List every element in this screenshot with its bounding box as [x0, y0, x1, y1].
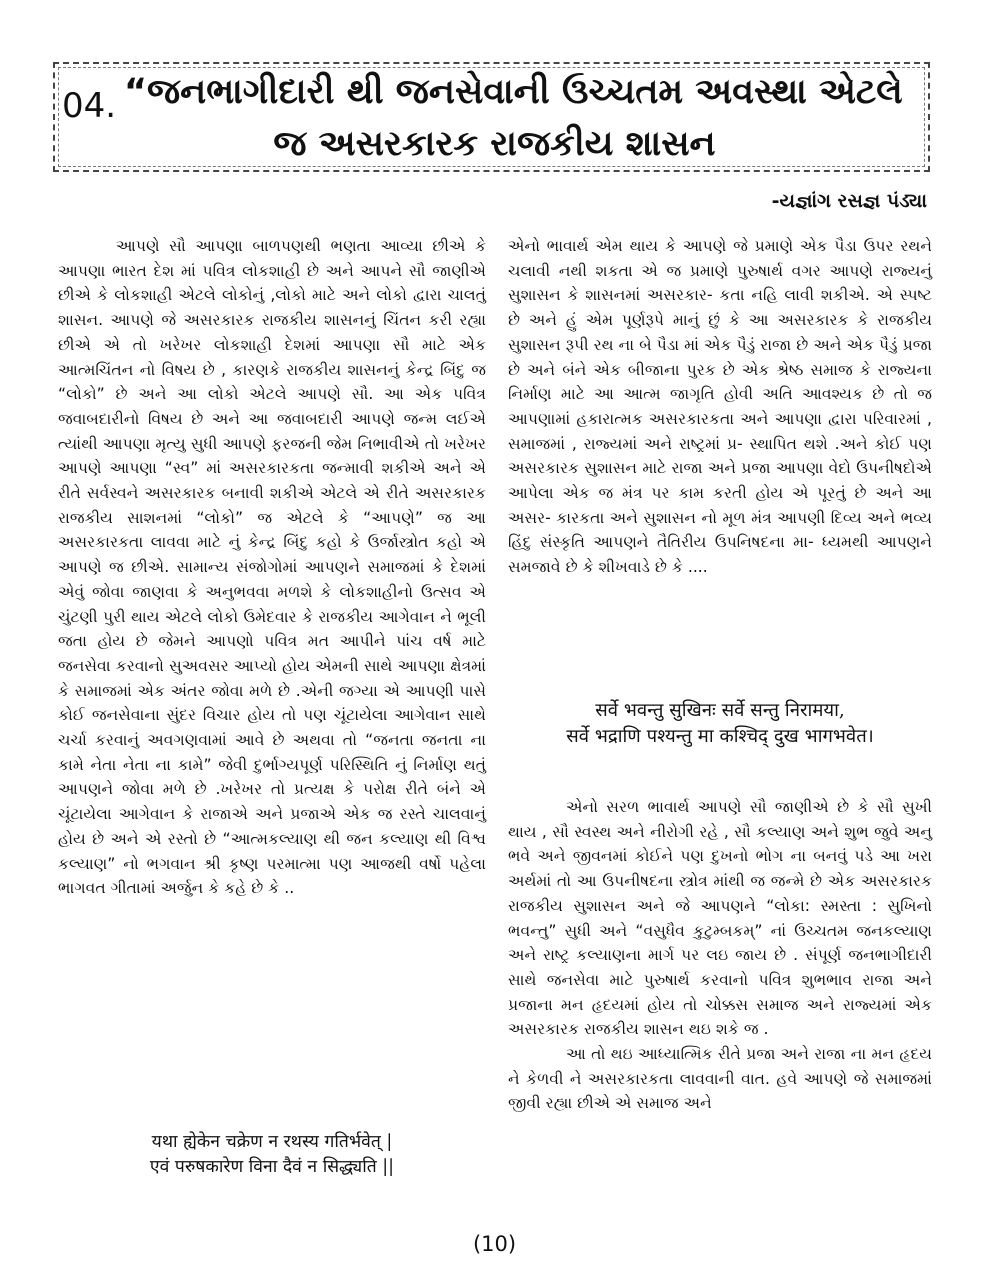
left-verse-line-2: एवं परुषकारेण विना दैवं न सिद्ध्यति || — [149, 1157, 395, 1177]
left-verse-line-1: यथा ह्येकेन चक्रेण न रथस्य गतिर्भवेत् | — [151, 1132, 393, 1152]
article-number: 04. — [62, 86, 117, 126]
left-column — [58, 234, 486, 901]
right-paragraph-1: એનો ભાવાર્થ એમ થાય કે આપણે જે પ્રમાણે એક પૈડા ઉપર રથને ચલાવી નથી શકતા એ જ પ્રમાણે પુરુષાર્થ વગર આપણે રાજ્યનું સુશાસન કે શાસનમાં અસરકાર- કતા નહિ લાવી શકીએ. એ સ્પષ્ટ છે અને હું એમ પૂર્ણરૂપે માનું છું કે આ અસરકારક કે રાજકીય સુશાસન રૂપી રથ ના બે પૈડા માં એક પૈડું રાજા છે અને એક પૈડું પ્રજા છે અને બંને એક બીજાના પુરક છે એક શ્રેષ્ઠ સમાજ કે રાજ્યના નિર્માણ માટે આ આત્મ જાગૃતિ હોવી અતિ આવશ્યક છે તો જ આપણામાં હકારાત્મક અસરકારકતા અને આપણા દ્વારા પરિવારમાં , સમાજમાં , રાજ્યમાં અને રાષ્ટ્રમાં પ્ર- સ્થાપિત થશે .અને કોઈ પણ અસરકારક સુશાસન માટે રાજા અને પ્રજા આપણા વેદો ઉપનીષદોએ આપેલા એક જ મંત્ર પર કામ કરતી હોય એ પૂરતું છે અને આ અસર- કારકતા અને સુશાસન નો મૂળ મંત્ર આપણી દિવ્ય અને ભવ્ય હિંદુ સંસ્કૃતિ આપણને તૈતિરીય ઉપનિષદના મા- ધ્યમથી આપણને સમજાવે છે કે શીખવાડે છે કે .... — [508, 237, 932, 577]
author-byline: -યજ્ઞાંગ રસજ્ઞ પંડ્યા — [771, 190, 927, 212]
right-paragraph-3: આ તો થઇ આધ્યાત્મિક રીતે પ્રજા અને રાજા ના મન હૃદય ને કેળવી ને અસરકારકતા લાવવાની વાત. હવે આપણે જે સમાજમાં જીવી રહ્યા છીએ એ સમાજ અને — [508, 1045, 932, 1113]
left-paragraph-1: આપણે સૌ આપણા બાળપણથી ભણતા આવ્યા છીએ કે આપણા ભારત દેશ માં પવિત્ર લોકશાહી છે અને આપને સૌ જાણીએ છીએ કે લોકશાહી એટલે લોકોનું ,લોકો માટે અને લોકો દ્વારા ચાલતું શાસન. આપણે જે અસરકારક રાજકીય શાસનનું ચિંતન કરી રહ્યા છીએ એ તો ખરેખર લોકશાહી દેશમાં આપણા સૌ માટે એક આત્મચિંતન નો વિષય છે , કારણકે રાજકીય શાસનનું કેન્દ્ર બિંદુ જ “લોકો” છે અને આ લોકો એટલે આપણે સૌ. આ એક પવિત્ર જવાબદારીનો વિષય છે અને આ જવાબદારી આપણે જન્મ લઈએ ત્યાંથી આપણા મૃત્યુ સુધી આપણે ફરજની જેમ નિભાવીએ તો ખરેખર આપણે આપણા “સ્વ” માં અસરકારકતા જન્માવી શકીએ અને એ રીતે સર્વસ્વને અસરકારક બનાવી શકીએ એટલે એ રીતે અસરકારક રાજકીય સાશનમાં “લોકો” જ એટલે કે “આપણે” જ આ અસરકારકતા લાવવા માટે નું કેન્દ્ર બિંદુ કહો કે ઉર્જાસ્ત્રોત કહો એ આપણે જ છીએ. સામાન્ય સંજોગોમાં આપણને સમાજમાં કે દેશમાં એવું જોવા જાણવા કે અનુભવવા મળશે કે લોકશાહીનો ઉત્સવ એ ચુંટણી પુરી થાય એટલે લોકો ઉમેદવાર કે રાજકીય આગેવાન ને ભૂલી જતા હોય છે જેમને આપણો પવિત્ર મત આપીને પાંચ વર્ષ માટે જનસેવા કરવાનો સુઅવસર આપ્યો હોય એમની સાથે આપણા ક્ષેત્રમાં કે સમાજમાં એક અંતર જોવા મળે છે .એની જગ્યા એ આપણી પાસે કોઈ જનસેવાના સુંદર વિચાર હોય તો પણ ચૂંટાયેલા આગેવાન સાથે ચર્ચા કરવાનું અવગણવામાં આવે છે અથવા તો “જનતા જનતા ના કામે નેતા નેતા ના કામે” જેવી દુર્ભાગ્યપૂર્ણ પરિસ્થિતિ નું નિર્માણ થતું આપણને જોવા મળે છે .ખરેખર તો પ્રત્યક્ષ કે પરોક્ષ રીતે બંને એ ચૂંટાયેલા આગેવાન કે રાજાએ અને પ્રજાએ એક જ રસ્તે ચાલવાનું હોય છે અને એ રસ્તો છે “આત્મકલ્યાણ થી જન કલ્યાણ થી વિશ્વ કલ્યાણ” નો ભગવાન શ્રી કૃષ્ણ પરમાત્મા પણ આજથી વર્ષો પહેલા ભાગવત ગીતામાં અર્જુન કે કહે છે કે .. — [58, 237, 486, 898]
right-verse — [508, 698, 932, 750]
right-column-top — [508, 234, 932, 580]
left-verse — [58, 1130, 486, 1180]
article-title-line2: જ અસરકારક રાજકીય શાસન — [273, 124, 716, 164]
right-column-bottom — [508, 795, 932, 1116]
right-verse-line-2: सर्वे भद्राणि पश्यन्तु मा कश्चिद् दुख भागभवेत। — [566, 726, 874, 747]
page-number: (10) — [472, 1232, 517, 1256]
article-title-line1: “જનભાગીદારી થી જનસેવાની ઉચ્ચતમ અવસ્થા એટલે — [124, 72, 903, 112]
right-paragraph-2: એનો સરળ ભાવાર્થ આપણે સૌ જાણીએ છે કે સૌ સુખી થાય , સૌ સ્વસ્થ અને નીરોગી રહે , સૌ કલ્યાણ અને શુભ જુવે અનુ ભવે અને જીવનમાં કોઈને પણ દુખનો ભોગ ના બનવું પડે આ ખરા અર્થમાં તો આ ઉપનીષદના સ્ત્રોત્ર માંથી જ જન્મે છે એક અસરકારક રાજકીય સુશાસન અને જે આપણને “લોકા: સ્મસ્તા : સુખિનો ભવન્તુ” સુધી અને “વસુધૈવ કુટુમ્બકમ્” નાં ઉચ્ચતમ જનકલ્યાણ અને રાષ્ટ્ર કલ્યાણના માર્ગ પર લઇ જાય છે . સંપૂર્ણ જનભાગીદારી સાથે જનસેવા માટે પુરુષાર્થ કરવાનો પવિત્ર શુભભાવ રાજા અને પ્રજાના મન હૃદયમાં હોય તો ચોક્કસ સમાજ અને રાજ્યમાં એક અસરકારક રાજકીય શાસન થઇ શકે જ . — [508, 798, 932, 1039]
right-verse-line-1: सर्वे भवन्तु सुखिनः सर्वे सन्तु निरामया, — [595, 700, 845, 721]
